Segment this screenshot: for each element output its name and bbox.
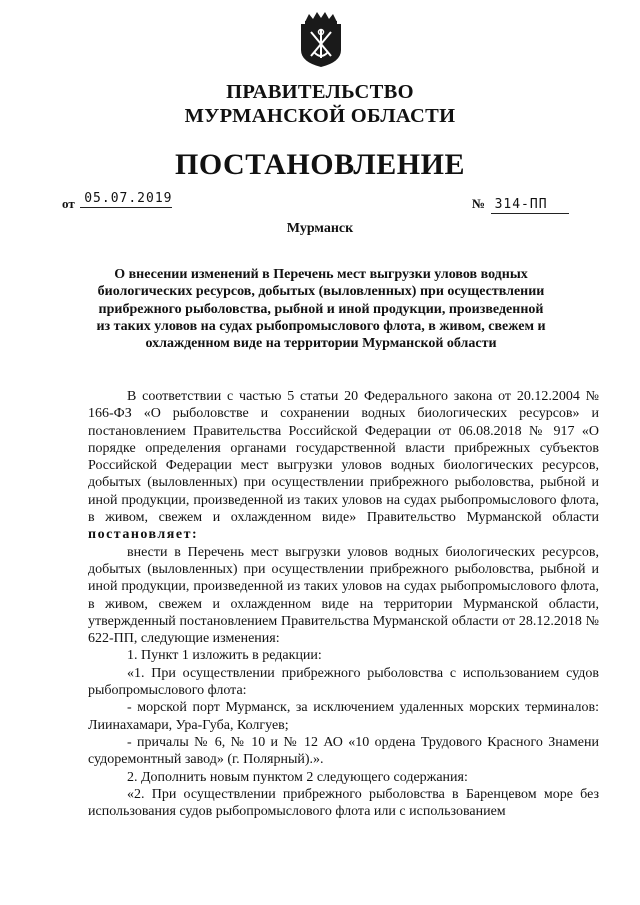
date-value: 05.07.2019: [80, 191, 172, 208]
body-item-1-quote: «1. При осуществлении прибрежного рыболовства с использованием судов рыбопромыслового флота:: [88, 665, 599, 699]
body-paragraph-intro: [88, 388, 599, 544]
document-type-title: ПОСТАНОВЛЕНИЕ: [175, 148, 465, 181]
government-title-line1: ПРАВИТЕЛЬСТВО: [226, 81, 414, 103]
body-item-2-quote: «2. При осуществлении прибрежного рыболовства в Баренцевом море без использования судов рыбопромыслового флота или с использованием: [88, 786, 599, 820]
body-item-1: 1. Пункт 1 изложить в редакции:: [127, 648, 322, 664]
number-value: 314-ПП: [491, 197, 569, 214]
city-name: Мурманск: [286, 221, 354, 236]
body-item-1-dash-2: - причалы № 6, № 10 и № 12 АО «10 ордена Трудового Красного Знамени судоремонтный завод» (г. Полярный).».: [88, 734, 599, 768]
government-title: [0, 80, 640, 128]
date-label: от: [62, 196, 75, 211]
body-paragraph-resolution: внести в Перечень мест выгрузки уловов водных биологических ресурсов, добытых (выловленных) при осуществлении прибрежного рыболовства, рыбной и иной продукции, произведенной из таких уловов на судах рыбопромыслового флота, в живом, свежем и охлажденном виде на территории Мурманской области, утвержденный постановлением Правительства Мурманской области от 28.12.2018 № 622-ПП, следующие изменения:: [88, 544, 599, 647]
document-body: [88, 388, 599, 820]
number-label: №: [472, 196, 486, 211]
government-title-line2: МУРМАНСКОЙ ОБЛАСТИ: [184, 105, 456, 127]
document-number: [472, 196, 569, 214]
decree-word: постановляет:: [88, 527, 199, 543]
body-item-1-dash-1: - морской порт Мурманск, за исключением удаленных морских терминалов: Лиинахамари, Ура-Губа, Колгуев;: [88, 700, 599, 733]
intro-text: В соответствии с частью 5 статьи 20 Федерального закона от 20.12.2004 № 166-ФЗ «О рыболовстве и сохранении водных биологических ресурсов» и постановлением Правительства Российской Федерации от 06.08.2018 № 917 «О порядке определения органами государственной власти прибрежных субъектов Российской Федерации мест выгрузки уловов водных биологических ресурсов, добытых (выловленных) при осуществлении прибрежного рыболовства, рыбной и иной продукции, произведенной из таких уловов на судах рыбопромыслового флота, в живом, свежем и охлажденном виде» Правительство Мурманской области: [88, 389, 599, 526]
document-date: [62, 191, 173, 214]
document-subject: О внесении изменений в Перечень мест выгрузки уловов водных биологических ресурсов, добытых (выловленных) при осуществлении прибрежного рыболовства, рыбной и иной продукции, произведенной из таких уловов на судах рыбопромыслового флота, в живом, свежем и охлажденном виде на территории Мурманской области: [96, 267, 546, 352]
coat-of-arms-icon: [299, 10, 343, 68]
body-item-2: 2. Дополнить новым пунктом 2 следующего содержания:: [127, 769, 468, 785]
